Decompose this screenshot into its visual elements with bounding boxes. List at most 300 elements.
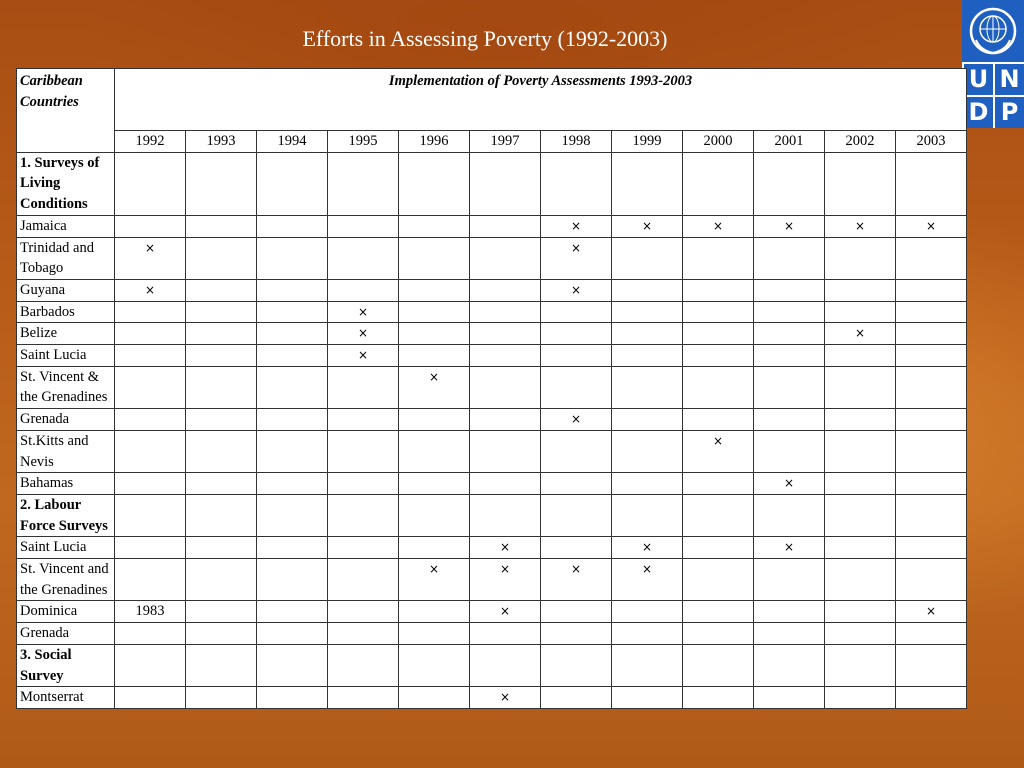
table-cell [754, 409, 825, 431]
table-cell [754, 366, 825, 408]
table-cell [896, 215, 967, 237]
table-row [17, 537, 967, 559]
table-cell [683, 473, 754, 495]
assessment-mark: × [570, 562, 582, 577]
table-cell [470, 301, 541, 323]
table-cell [754, 279, 825, 301]
logo-letter-p: P [995, 97, 1024, 128]
year-header: 1994 [257, 131, 328, 153]
table-cell [825, 366, 896, 408]
table-cell [257, 601, 328, 623]
table-cell [257, 301, 328, 323]
section-row [17, 494, 967, 536]
table-cell [612, 409, 683, 431]
table-cell [470, 473, 541, 495]
table-cell [115, 644, 186, 686]
table-cell [683, 494, 754, 536]
table-cell [683, 430, 754, 472]
table-cell [399, 644, 470, 686]
table-cell [683, 152, 754, 215]
assessment-mark: × [357, 304, 369, 319]
table-cell [328, 430, 399, 472]
table-cell [541, 559, 612, 601]
table-cell [186, 237, 257, 279]
table-cell [683, 559, 754, 601]
year-header: 2001 [754, 131, 825, 153]
table-cell [825, 279, 896, 301]
table-cell [683, 323, 754, 345]
table-cell [186, 559, 257, 601]
table-cell [257, 409, 328, 431]
cell-value: 1983 [135, 603, 165, 620]
assessment-mark: × [570, 412, 582, 427]
table-cell [328, 366, 399, 408]
table-cell [896, 687, 967, 709]
table-cell [612, 644, 683, 686]
assessment-mark: × [428, 369, 440, 384]
table-cell [896, 623, 967, 645]
table-cell [186, 601, 257, 623]
undp-logo [962, 0, 1024, 128]
table-cell [399, 559, 470, 601]
table-cell [612, 323, 683, 345]
table-cell [683, 279, 754, 301]
table-cell [754, 345, 825, 367]
table-cell [328, 279, 399, 301]
table-cell [257, 279, 328, 301]
table-cell [186, 215, 257, 237]
country-label: Barbados [17, 301, 115, 323]
table-cell [896, 430, 967, 472]
table-row [17, 687, 967, 709]
un-emblem-icon [962, 0, 1024, 62]
section-row [17, 152, 967, 215]
table-cell [399, 409, 470, 431]
table-cell [541, 279, 612, 301]
table-row [17, 473, 967, 495]
table-cell [541, 323, 612, 345]
table-cell [541, 537, 612, 559]
table-cell [896, 644, 967, 686]
table-row [17, 237, 967, 279]
table-cell [399, 623, 470, 645]
table-cell [186, 279, 257, 301]
assessment-mark: × [499, 540, 511, 555]
table-cell [328, 301, 399, 323]
table-cell [825, 430, 896, 472]
table-cell [470, 323, 541, 345]
assessment-mark: × [570, 240, 582, 255]
table-cell [470, 559, 541, 601]
table-cell [896, 301, 967, 323]
table-cell [115, 409, 186, 431]
assessment-mark: × [499, 604, 511, 619]
assessment-mark: × [641, 562, 653, 577]
assessment-mark: × [783, 218, 795, 233]
table-row [17, 366, 967, 408]
table-cell [470, 623, 541, 645]
table-cell [186, 687, 257, 709]
country-label: Dominica [17, 601, 115, 623]
table-cell [754, 430, 825, 472]
table-cell [399, 301, 470, 323]
table-cell [896, 537, 967, 559]
table-cell [115, 430, 186, 472]
table-cell [115, 559, 186, 601]
table-cell [541, 237, 612, 279]
table-cell [683, 215, 754, 237]
table-cell [115, 323, 186, 345]
table-cell [683, 237, 754, 279]
table-cell [754, 687, 825, 709]
table-cell [257, 345, 328, 367]
table-cell [470, 237, 541, 279]
header-row [17, 69, 967, 131]
table-cell [186, 430, 257, 472]
table-cell [257, 623, 328, 645]
table-cell [825, 644, 896, 686]
table-cell [399, 537, 470, 559]
table-row [17, 279, 967, 301]
assessment-mark: × [783, 476, 795, 491]
table-cell [186, 366, 257, 408]
logo-letter-d: D [964, 97, 993, 128]
table-cell [541, 345, 612, 367]
table-cell [328, 537, 399, 559]
table-cell [186, 409, 257, 431]
table-cell [754, 494, 825, 536]
table-cell [470, 430, 541, 472]
table-cell [328, 345, 399, 367]
table-cell [115, 301, 186, 323]
assessment-mark: × [854, 326, 866, 341]
table-cell [612, 237, 683, 279]
country-label: Grenada [17, 623, 115, 645]
table-cell [328, 644, 399, 686]
table-cell [470, 409, 541, 431]
table-cell [399, 430, 470, 472]
table-row [17, 301, 967, 323]
table-row [17, 215, 967, 237]
assessment-mark: × [570, 282, 582, 297]
table-cell [612, 601, 683, 623]
assessment-mark: × [641, 540, 653, 555]
table-cell [612, 279, 683, 301]
table-cell [683, 623, 754, 645]
country-label: Saint Lucia [17, 345, 115, 367]
year-header: 2002 [825, 131, 896, 153]
table-cell [612, 623, 683, 645]
table-cell [754, 152, 825, 215]
table-cell [896, 323, 967, 345]
table-cell [399, 366, 470, 408]
section-label: 3. Social Survey [17, 644, 115, 686]
table-cell [115, 473, 186, 495]
table-cell [328, 687, 399, 709]
section-label: 1. Surveys of Living Conditions [17, 152, 115, 215]
table-cell [825, 559, 896, 601]
table-cell [683, 687, 754, 709]
table-cell [612, 345, 683, 367]
country-label: St. Vincent & the Grenadines [17, 366, 115, 408]
table-cell [541, 601, 612, 623]
year-header-row [17, 131, 967, 153]
table-cell [328, 215, 399, 237]
country-label: Montserrat [17, 687, 115, 709]
table-cell [683, 537, 754, 559]
table-cell [896, 345, 967, 367]
table-cell [257, 152, 328, 215]
corner-header: Caribbean Countries [17, 69, 115, 153]
table-cell [612, 366, 683, 408]
year-header: 2000 [683, 131, 754, 153]
table-cell [328, 237, 399, 279]
table-cell [896, 237, 967, 279]
table-cell [754, 301, 825, 323]
table-cell [825, 537, 896, 559]
country-label: Jamaica [17, 215, 115, 237]
table-row [17, 623, 967, 645]
table-cell [328, 473, 399, 495]
table-cell [470, 601, 541, 623]
table-cell [683, 601, 754, 623]
table-cell [328, 323, 399, 345]
table-cell [825, 215, 896, 237]
table-cell [896, 494, 967, 536]
table-cell [186, 323, 257, 345]
table-cell [754, 473, 825, 495]
table-cell [754, 623, 825, 645]
logo-letter-n: N [995, 64, 1024, 95]
table-cell [328, 494, 399, 536]
table-cell [541, 494, 612, 536]
table-cell [896, 279, 967, 301]
table-cell [328, 152, 399, 215]
table-row [17, 345, 967, 367]
year-header: 1995 [328, 131, 399, 153]
logo-letter-u: U [964, 64, 993, 95]
assessment-mark: × [783, 540, 795, 555]
table-cell [257, 430, 328, 472]
table-cell [399, 494, 470, 536]
table-cell [115, 687, 186, 709]
year-header: 1993 [186, 131, 257, 153]
table-cell [612, 473, 683, 495]
table-cell [115, 215, 186, 237]
table-cell [612, 494, 683, 536]
assessment-mark: × [925, 218, 937, 233]
table-cell [754, 215, 825, 237]
table-cell [896, 409, 967, 431]
table-cell [186, 644, 257, 686]
table-cell [115, 623, 186, 645]
assessment-mark: × [712, 218, 724, 233]
table-cell [612, 430, 683, 472]
table-cell [896, 152, 967, 215]
table-cell [825, 152, 896, 215]
table-cell [399, 237, 470, 279]
table-cell [541, 409, 612, 431]
table-cell [186, 623, 257, 645]
table-cell [470, 687, 541, 709]
table-cell [115, 237, 186, 279]
table-cell [541, 301, 612, 323]
table-row [17, 559, 967, 601]
table-cell [186, 494, 257, 536]
table-cell [399, 152, 470, 215]
table-cell [470, 152, 541, 215]
year-header: 1996 [399, 131, 470, 153]
table-cell [115, 279, 186, 301]
assessment-mark: × [925, 604, 937, 619]
table-cell [754, 644, 825, 686]
table-cell [541, 473, 612, 495]
table-cell [399, 687, 470, 709]
table-cell [470, 366, 541, 408]
table-cell [399, 345, 470, 367]
country-label: St. Vincent and the Grenadines [17, 559, 115, 601]
country-label: Bahamas [17, 473, 115, 495]
year-header: 1998 [541, 131, 612, 153]
country-label: St.Kitts and Nevis [17, 430, 115, 472]
table-cell [825, 623, 896, 645]
assessment-mark: × [144, 282, 156, 297]
table-cell [612, 215, 683, 237]
table-cell [399, 215, 470, 237]
table-cell [470, 644, 541, 686]
assessment-mark: × [570, 218, 582, 233]
table-cell [541, 215, 612, 237]
section-row [17, 644, 967, 686]
table-cell [470, 494, 541, 536]
table-cell [115, 601, 186, 623]
table-row [17, 409, 967, 431]
table-cell [257, 366, 328, 408]
assessment-mark: × [499, 690, 511, 705]
table-cell [470, 345, 541, 367]
assessment-mark: × [357, 326, 369, 341]
table-cell [257, 494, 328, 536]
table-cell [825, 345, 896, 367]
table-cell [328, 623, 399, 645]
table-cell [825, 323, 896, 345]
country-label: Guyana [17, 279, 115, 301]
table-cell [257, 559, 328, 601]
table-cell [683, 409, 754, 431]
table-cell [186, 473, 257, 495]
table-cell [825, 494, 896, 536]
table-cell [896, 366, 967, 408]
table-cell [186, 345, 257, 367]
table-row [17, 323, 967, 345]
table-cell [257, 237, 328, 279]
table-cell [470, 279, 541, 301]
table-cell [470, 215, 541, 237]
table-cell [115, 494, 186, 536]
table-cell [754, 237, 825, 279]
table-cell [186, 152, 257, 215]
table-cell [257, 644, 328, 686]
table-cell [257, 473, 328, 495]
table-cell [825, 687, 896, 709]
table-cell [612, 152, 683, 215]
table-cell [541, 152, 612, 215]
table-cell [896, 559, 967, 601]
country-label: Grenada [17, 409, 115, 431]
table-cell [399, 323, 470, 345]
assessment-mark: × [641, 218, 653, 233]
table-cell [612, 537, 683, 559]
assessment-mark: × [854, 218, 866, 233]
assessment-mark: × [144, 240, 156, 255]
table-cell [612, 301, 683, 323]
country-label: Belize [17, 323, 115, 345]
table-cell [896, 473, 967, 495]
year-header: 1997 [470, 131, 541, 153]
table-cell [612, 559, 683, 601]
table-cell [115, 537, 186, 559]
table-cell [328, 409, 399, 431]
table-row [17, 430, 967, 472]
country-label: Trinidad and Tobago [17, 237, 115, 279]
slide-title: Efforts in Assessing Poverty (1992-2003) [302, 26, 668, 51]
table-cell [257, 323, 328, 345]
table-row [17, 601, 967, 623]
table-cell [825, 237, 896, 279]
assessment-mark: × [712, 433, 724, 448]
table-cell [399, 601, 470, 623]
table-cell [825, 473, 896, 495]
year-header: 2003 [896, 131, 967, 153]
table-cell [754, 559, 825, 601]
table-cell [257, 687, 328, 709]
table-cell [754, 323, 825, 345]
table-cell [257, 537, 328, 559]
table-cell [186, 301, 257, 323]
table-cell [541, 430, 612, 472]
table-cell [896, 601, 967, 623]
table-cell [754, 601, 825, 623]
main-header: Implementation of Poverty Assessments 1993-2003 [115, 69, 967, 131]
table-cell [683, 301, 754, 323]
year-header: 1992 [115, 131, 186, 153]
table-cell [115, 345, 186, 367]
table-cell [612, 687, 683, 709]
table-cell [541, 644, 612, 686]
table-cell [470, 537, 541, 559]
table-cell [399, 473, 470, 495]
country-label: Saint Lucia [17, 537, 115, 559]
table-cell [257, 215, 328, 237]
table-cell [683, 366, 754, 408]
table-cell [825, 409, 896, 431]
assessment-mark: × [428, 562, 440, 577]
table-cell [754, 537, 825, 559]
assessment-mark: × [357, 348, 369, 363]
year-header: 1999 [612, 131, 683, 153]
table-cell [328, 601, 399, 623]
table-cell [541, 687, 612, 709]
table-cell [115, 152, 186, 215]
poverty-assessment-table [16, 68, 967, 709]
table-cell [541, 366, 612, 408]
table-cell [541, 623, 612, 645]
table-cell [683, 644, 754, 686]
table-cell [683, 345, 754, 367]
table-cell [825, 601, 896, 623]
table-cell [825, 301, 896, 323]
table-cell [399, 279, 470, 301]
